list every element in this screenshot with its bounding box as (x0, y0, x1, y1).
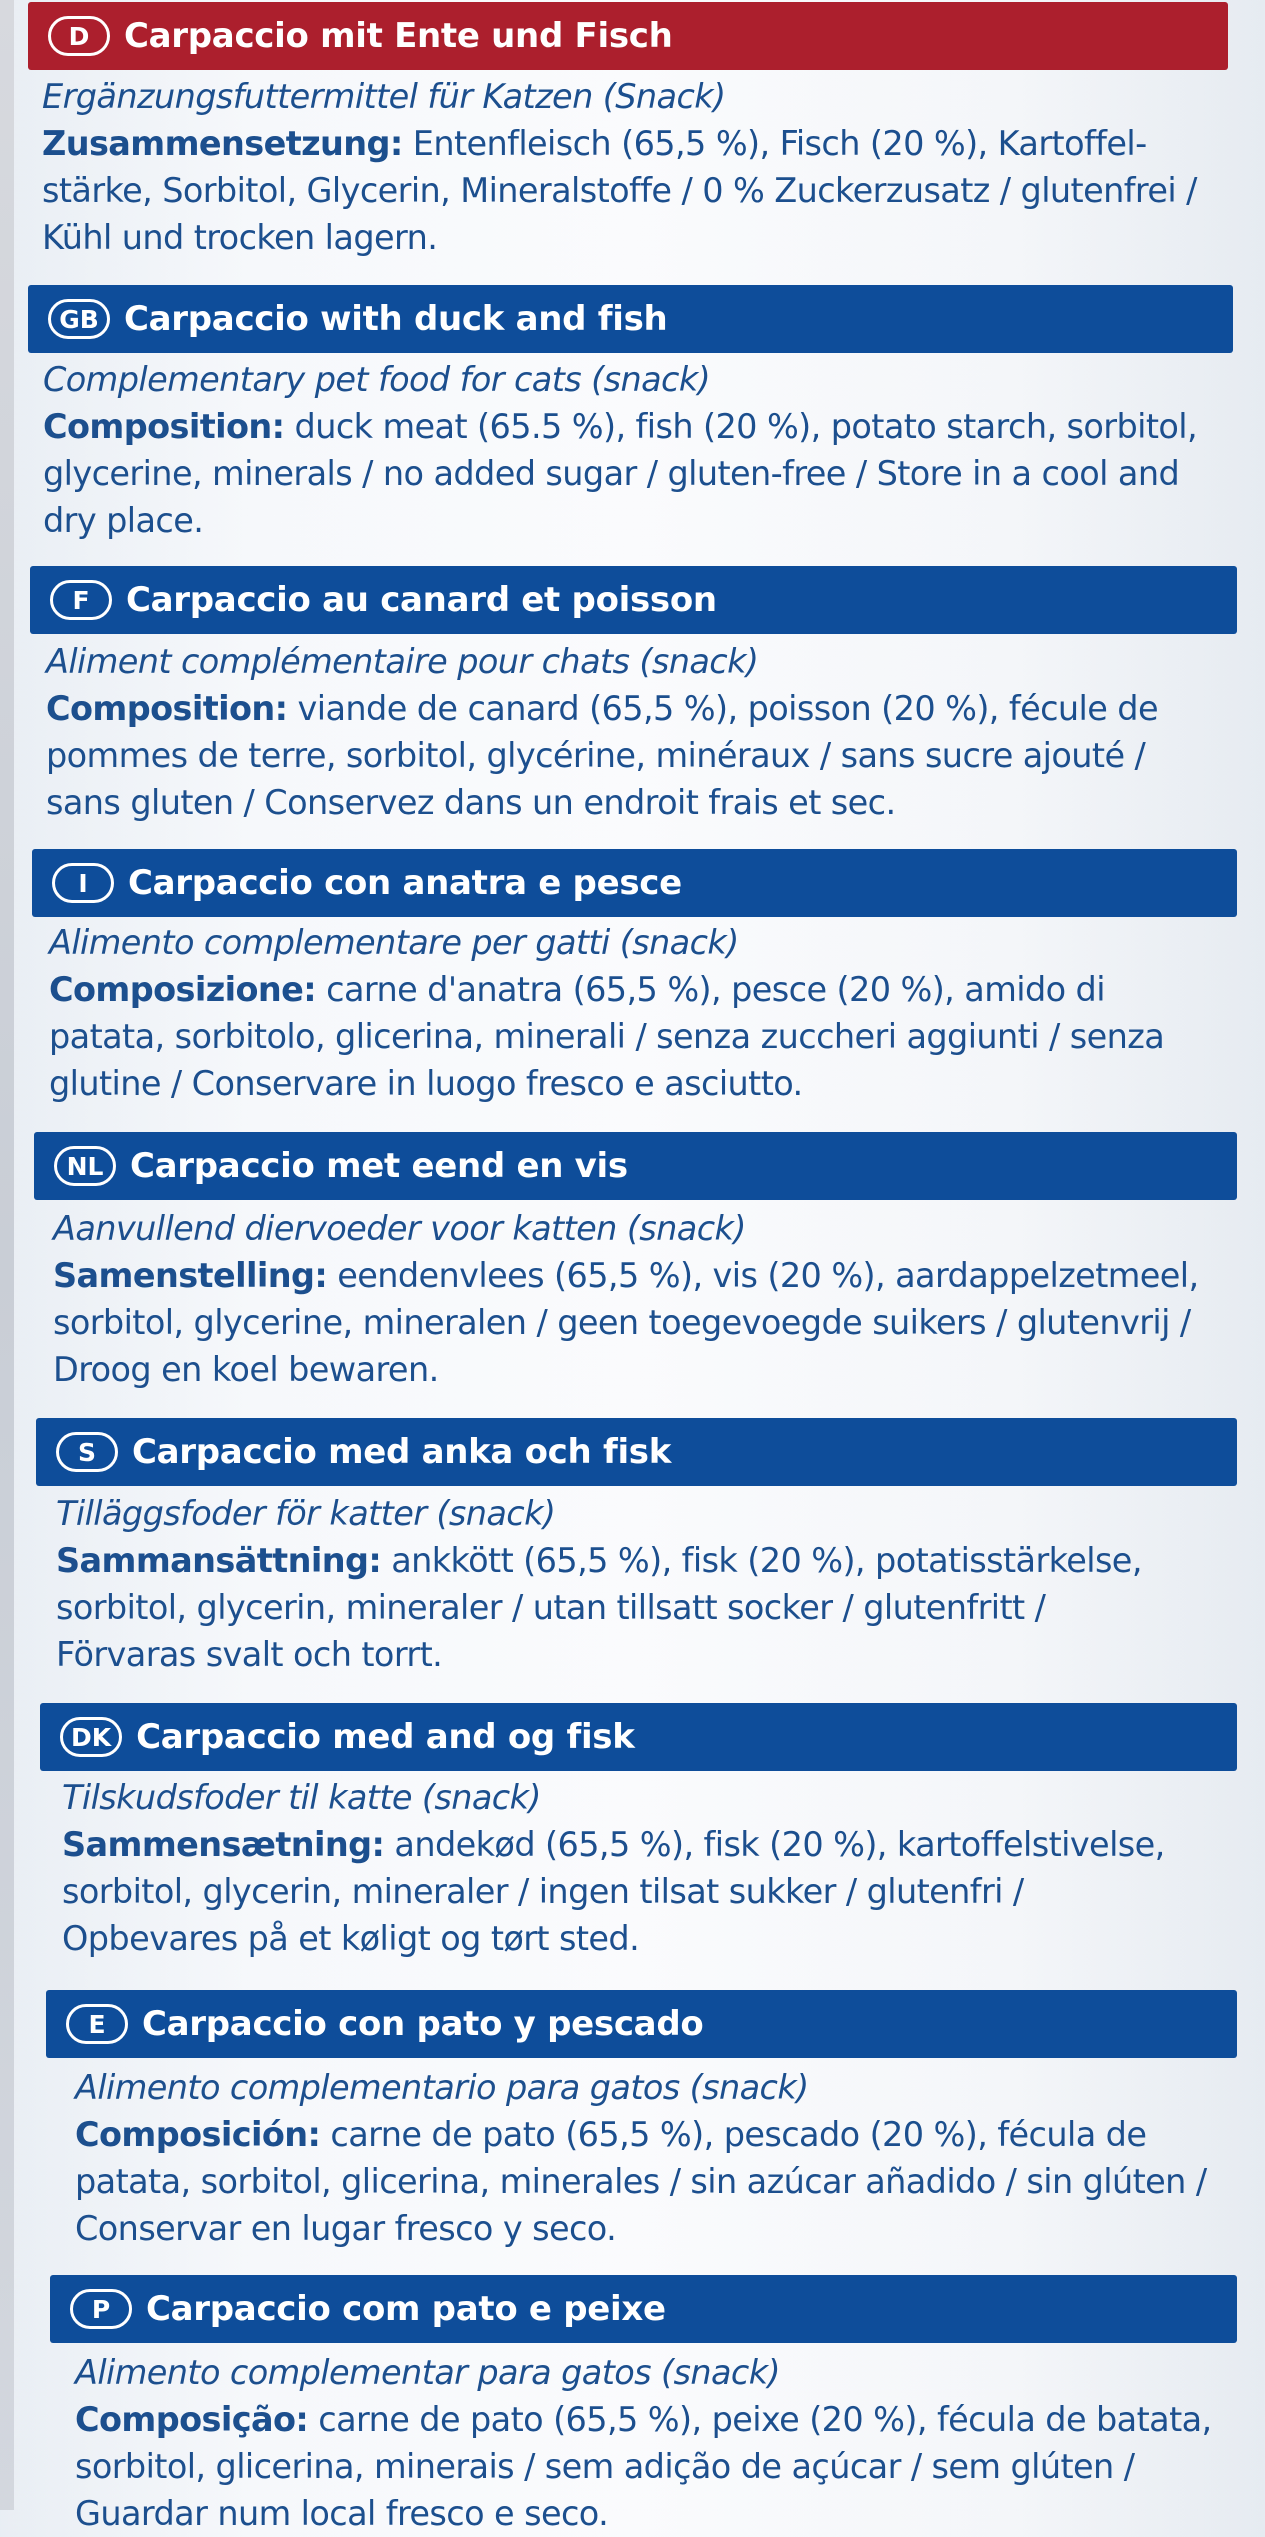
section-header-pt (50, 2275, 1237, 2343)
body-line-it-2: patata, sorbitolo, glicerina, minerali / senza zuccheri aggiunti / senza (49, 1017, 1165, 1056)
section-body-dk (62, 1774, 1165, 1962)
section-title-nl: Carpaccio met eend en vis (130, 1146, 628, 1186)
language-badge-de: D (48, 16, 110, 56)
composition-label-es: Composición: (75, 2115, 321, 2154)
composition-label-nl: Samenstelling: (53, 1256, 328, 1295)
composition-label-it: Composizione: (49, 970, 317, 1009)
body-line-nl-3: Droog en koel bewaren. (53, 1350, 439, 1389)
language-badge-es: E (66, 2004, 128, 2044)
composition-label-se: Sammansättning: (56, 1541, 382, 1580)
section-body-it (49, 919, 1164, 1107)
body-line-gb-3: dry place. (43, 501, 204, 540)
section-header-de (28, 2, 1228, 70)
body-line-fr-3: sans gluten / Conservez dans un endroit frais et sec. (46, 783, 896, 822)
section-title-pt: Carpaccio com pato e peixe (146, 2289, 666, 2329)
body-line-fr-2: pommes de terre, sorbitol, glycérine, minéraux / sans sucre ajouté / (46, 736, 1146, 775)
composition-line-it (49, 966, 1164, 1013)
product-type-pt: Alimento complementar para gatos (snack) (75, 2353, 781, 2392)
package-left-edge (0, 0, 14, 2510)
body-line-se-3: Förvaras svalt och torrt. (56, 1635, 443, 1674)
composition-label-dk: Sammensætning: (62, 1825, 385, 1864)
composition-label-de: Zusammensetzung: (42, 124, 403, 163)
section-title-it: Carpaccio con anatra e pesce (128, 863, 682, 903)
product-type-it: Alimento complementare per gatti (snack) (49, 923, 739, 962)
composition-line-nl (53, 1252, 1199, 1299)
composition-label-pt: Composição: (75, 2400, 309, 2439)
product-type-fr: Aliment complémentaire pour chats (snack) (46, 642, 759, 681)
composition-text-pt: carne de pato (65,5 %), peixe (20 %), fécula de batata, (308, 2400, 1212, 2439)
section-header-fr (30, 566, 1237, 634)
body-line-dk-2: sorbitol, glycerin, mineraler / ingen tilsat sukker / glutenfri / (62, 1872, 1024, 1911)
composition-label-fr: Composition: (46, 689, 288, 728)
section-header-it (32, 849, 1237, 917)
body-line-de-3: Kühl und trocken lagern. (42, 218, 438, 257)
language-badge-fr: F (50, 580, 112, 620)
section-title-gb: Carpaccio with duck and fish (124, 299, 668, 339)
section-title-de: Carpaccio mit Ente und Fisch (124, 16, 673, 56)
composition-line-fr (46, 685, 1158, 732)
section-body-fr (46, 638, 1158, 826)
composition-line-es (75, 2111, 1207, 2158)
composition-text-de: Entenfleisch (65,5 %), Fisch (20 %), Kartoffel- (402, 124, 1147, 163)
section-body-gb (43, 356, 1197, 544)
section-body-pt (75, 2349, 1212, 2537)
product-type-gb: Complementary pet food for cats (snack) (43, 360, 711, 399)
language-badge-nl: NL (54, 1146, 116, 1186)
body-line-es-2: patata, sorbitol, glicerina, minerales / sin azúcar añadido / sin glúten / (75, 2162, 1207, 2201)
section-header-gb (28, 285, 1233, 353)
body-line-pt-3: Guardar num local fresco e seco. (75, 2494, 609, 2533)
product-type-dk: Tilskudsfoder til katte (snack) (62, 1778, 541, 1817)
product-type-es: Alimento complementario para gatos (snack) (75, 2068, 809, 2107)
section-body-se (56, 1490, 1142, 1678)
language-badge-gb: GB (48, 299, 110, 339)
language-badge-pt: P (70, 2289, 132, 2329)
section-title-es: Carpaccio con pato y pescado (142, 2004, 704, 2044)
language-badge-it: I (52, 863, 114, 903)
section-body-nl (53, 1205, 1199, 1393)
composition-text-nl: eendenvlees (65,5 %), vis (20 %), aardappelzetmeel, (327, 1256, 1199, 1295)
section-header-dk (40, 1703, 1237, 1771)
product-type-de: Ergänzungsfuttermittel für Katzen (Snack) (42, 77, 726, 116)
section-header-nl (34, 1132, 1237, 1200)
body-line-nl-2: sorbitol, glycerine, mineralen / geen toegevoegde suikers / glutenvrij / (53, 1303, 1191, 1342)
body-line-es-3: Conservar en lugar fresco y seco. (75, 2209, 617, 2248)
composition-line-pt (75, 2396, 1212, 2443)
body-line-dk-3: Opbevares på et køligt og tørt sted. (62, 1919, 640, 1958)
body-line-pt-2: sorbitol, glicerina, minerais / sem adição de açúcar / sem glúten / (75, 2447, 1135, 2486)
composition-text-se: ankkött (65,5 %), fisk (20 %), potatisstärkelse, (381, 1541, 1142, 1580)
section-header-se (36, 1418, 1237, 1486)
composition-line-dk (62, 1821, 1165, 1868)
composition-line-de (42, 120, 1197, 167)
section-title-fr: Carpaccio au canard et poisson (126, 580, 717, 620)
composition-text-it: carne d'anatra (65,5 %), pesce (20 %), amido di (316, 970, 1105, 1009)
product-type-se: Tilläggsfoder för katter (snack) (56, 1494, 556, 1533)
composition-label-gb: Composition: (43, 407, 285, 446)
body-line-de-2: stärke, Sorbitol, Glycerin, Mineralstoffe / 0 % Zuckerzusatz / glutenfrei / (42, 171, 1197, 210)
section-body-de (42, 73, 1197, 261)
language-badge-se: S (56, 1432, 118, 1472)
section-header-es (46, 1990, 1237, 2058)
product-type-nl: Aanvullend diervoeder voor katten (snack) (53, 1209, 746, 1248)
composition-line-se (56, 1537, 1142, 1584)
composition-text-es: carne de pato (65,5 %), pescado (20 %), fécula de (320, 2115, 1147, 2154)
section-title-se: Carpaccio med anka och fisk (132, 1432, 672, 1472)
composition-text-dk: andekød (65,5 %), fisk (20 %), kartoffelstivelse, (384, 1825, 1165, 1864)
section-title-dk: Carpaccio med and og fisk (136, 1717, 635, 1757)
language-badge-dk: DK (60, 1717, 122, 1757)
composition-text-fr: viande de canard (65,5 %), poisson (20 %), fécule de (287, 689, 1158, 728)
composition-text-gb: duck meat (65.5 %), fish (20 %), potato starch, sorbitol, (284, 407, 1198, 446)
body-line-gb-2: glycerine, minerals / no added sugar / gluten-free / Store in a cool and (43, 454, 1180, 493)
body-line-se-2: sorbitol, glycerin, mineraler / utan tillsatt socker / glutenfritt / (56, 1588, 1046, 1627)
section-body-es (75, 2064, 1207, 2252)
composition-line-gb (43, 403, 1197, 450)
body-line-it-3: glutine / Conservare in luogo fresco e asciutto. (49, 1064, 803, 1103)
